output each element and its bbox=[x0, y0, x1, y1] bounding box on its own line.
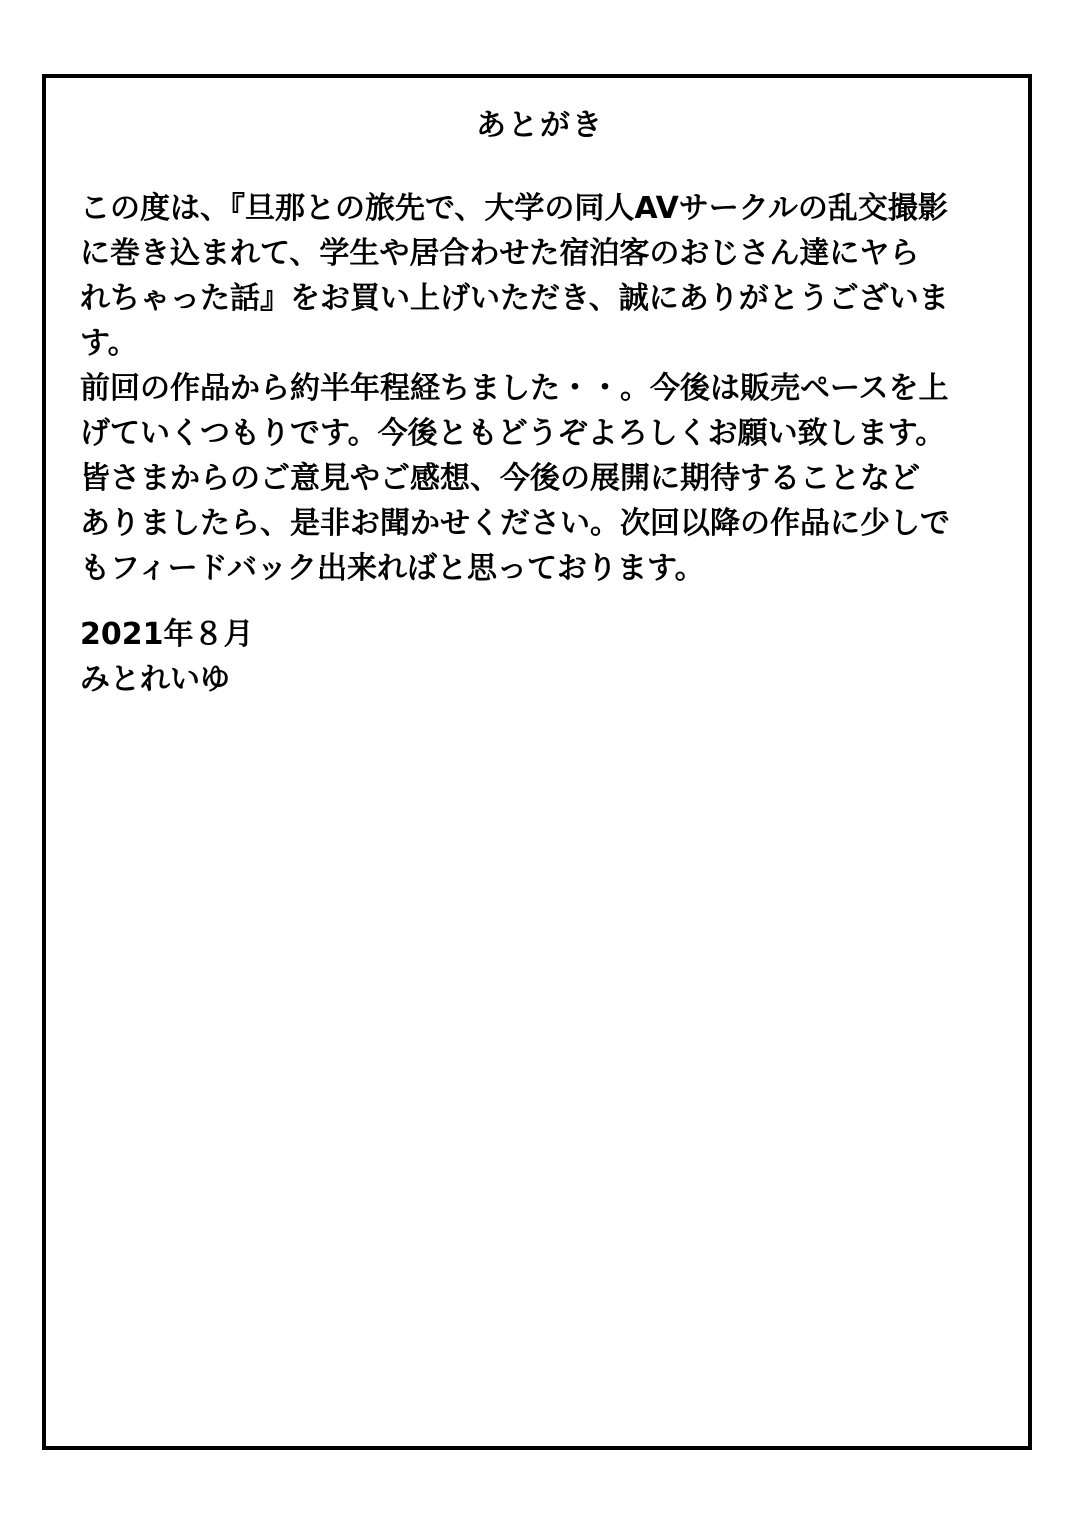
text-line: 皆さまからのご意見やご感想、今後の展開に期待することなど bbox=[80, 461, 920, 496]
text-line: に巻き込まれて、学生や居合わせた宿泊客のおじさん達にヤら bbox=[80, 236, 920, 271]
afterword-paragraph-1 bbox=[80, 186, 1000, 456]
text-line: この度は、『旦那との旅先で、大学の同人AVサークルの乱交撮影 bbox=[80, 191, 948, 226]
text-line: れちゃった話』をお買い上げいただき、誠にありがとうございま bbox=[80, 281, 949, 316]
text-line: す。 bbox=[80, 326, 138, 361]
text-line: げていくつもりです。今後ともどうぞよろしくお願い致します。 bbox=[80, 416, 946, 451]
text-line: ありましたら、是非お聞かせください。次回以降の作品に少しで bbox=[80, 506, 950, 541]
afterword-paragraph-2 bbox=[80, 456, 1000, 591]
text-line: もフィードバック出来ればと思っております。 bbox=[80, 551, 705, 586]
signature-block bbox=[80, 612, 1000, 702]
text-line: 前回の作品から約半年程経ちました・・。今後は販売ペースを上 bbox=[80, 371, 949, 406]
date-text: 2021年８月 bbox=[80, 617, 254, 652]
author-name: みとれいゆ bbox=[80, 662, 230, 697]
afterword-title: あとがき bbox=[476, 108, 604, 143]
